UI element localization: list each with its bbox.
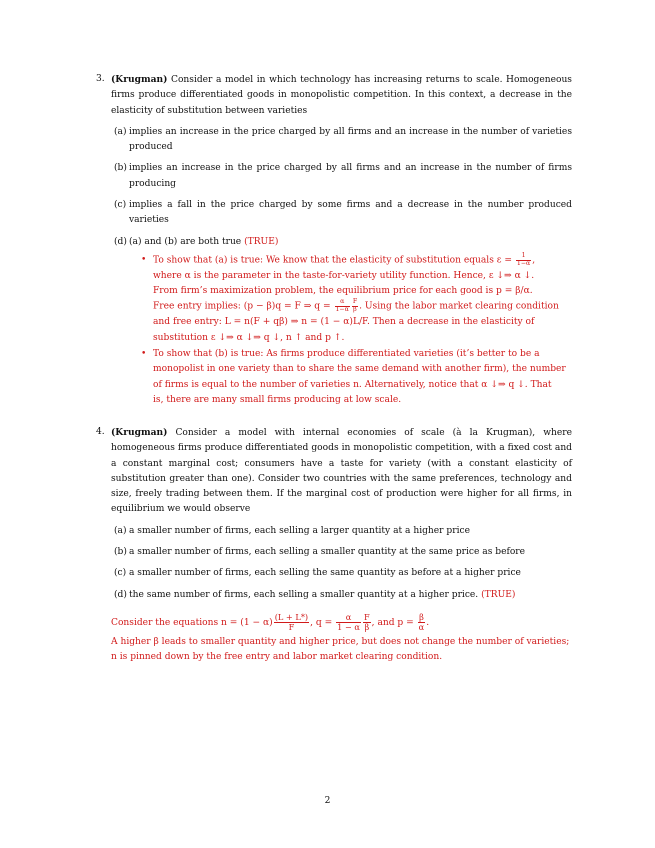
option-text: (a) and (b) are both true xyxy=(129,236,242,247)
solution-bullet-b xyxy=(129,347,572,408)
question-stem xyxy=(111,425,572,518)
true-mark: (TRUE) xyxy=(481,589,516,600)
solution-line: A higher β leads to smaller quantity and higher price, but does not change the number of varieties; xyxy=(111,636,570,647)
option-a xyxy=(96,125,572,156)
option-b xyxy=(96,161,572,192)
option-label: (b) xyxy=(114,163,127,174)
fraction-denominator: β xyxy=(353,306,357,314)
option-label: (d) xyxy=(114,589,127,600)
solution-line xyxy=(153,299,572,315)
true-mark: (TRUE) xyxy=(244,236,279,247)
fraction-numerator: F xyxy=(363,611,370,622)
option-text: implies an increase in the price charged by all firms and an increase in the number of varieties produced xyxy=(129,126,572,153)
fraction xyxy=(516,253,531,267)
page-number: 2 xyxy=(324,796,331,806)
option-label: (c) xyxy=(114,200,127,211)
option-list xyxy=(96,125,572,408)
solution-line xyxy=(153,253,572,269)
option-d xyxy=(96,235,572,408)
fraction-numerator: α xyxy=(336,613,361,623)
solution-text: . Using the labor market clearing condition xyxy=(359,302,559,313)
bullet-icon: • xyxy=(141,254,147,265)
solution-line: substitution ε ↓⇒ α ↓⇒ q ↓, n ↑ and p ↑. xyxy=(153,332,345,343)
option-d xyxy=(96,588,572,603)
option-label: (d) xyxy=(114,236,127,247)
option-label: (a) xyxy=(114,126,127,137)
option-label: (a) xyxy=(114,525,127,536)
option-label: (b) xyxy=(114,547,127,558)
option-label: (c) xyxy=(114,568,127,579)
solution-text: , q = xyxy=(310,617,333,628)
solution xyxy=(111,611,572,666)
fraction-numerator: β xyxy=(419,611,424,622)
solution-bullets xyxy=(129,253,572,408)
fraction xyxy=(274,613,309,632)
solution-text: , xyxy=(532,255,536,266)
fraction-denominator: 1−α xyxy=(335,306,349,314)
option-c xyxy=(96,566,572,581)
fraction xyxy=(352,299,358,313)
fraction xyxy=(363,613,371,632)
option-a xyxy=(96,524,572,539)
solution-line: and free entry: L = n(F + qβ) ⇒ n = (1 − α)L/F. Then a decrease in the elasticity of xyxy=(153,317,535,328)
solution-text: Consider the equations n = (1 − α) xyxy=(111,617,273,628)
option-text: a smaller number of firms, each selling the same quantity as before at a higher price xyxy=(129,568,521,579)
fraction-denominator: α xyxy=(418,621,425,632)
option-c xyxy=(96,198,572,229)
question-number: 4. xyxy=(96,427,105,437)
question-text: Consider a model in which technology has increasing returns to scale. Homogeneous firms produce differentiated goods in monopolistic competition. In this context, a decrease in the elasticity of substitution between varieties xyxy=(111,75,572,116)
option-text: implies an increase in the price charged by all firms and an increase in the number of firms producing xyxy=(129,163,572,189)
question-number: 3. xyxy=(96,74,105,84)
option-text-wrap xyxy=(129,588,572,603)
solution-text: . xyxy=(426,617,430,628)
solution-text: , and p = xyxy=(371,617,414,628)
solution-line: To show that (b) is true: As firms produce differentiated varieties (it’s better to be a xyxy=(153,348,540,359)
option-list xyxy=(96,524,572,603)
option-text: a smaller number of firms, each selling a smaller quantity at the same price as before xyxy=(129,547,526,558)
fraction-denominator: F xyxy=(288,621,295,632)
fraction-denominator: 1 − α xyxy=(337,621,360,632)
solution-line: is, there are many small firms producing at low scale. xyxy=(153,394,402,405)
option-text: a smaller number of firms, each selling a larger quantity at a higher price xyxy=(129,525,470,536)
question-stem xyxy=(111,72,572,119)
question-heading: (Krugman) xyxy=(111,74,168,85)
solution-equations xyxy=(111,611,572,635)
option-text: the same number of firms, each selling a smaller quantity at a higher price. xyxy=(129,589,479,600)
fraction xyxy=(418,613,426,632)
option-b xyxy=(96,545,572,560)
solution-line: of firms is equal to the number of varieties n. Alternatively, notice that α ↓⇒ q ↓. That xyxy=(153,379,552,390)
question-text: Consider a model with internal economies of scale (à la Krugman), where homogeneous firms produce differentiated goods in monopolistic competition, with a fixed cost and a constant marginal cost; consumers have a taste for variety (with a constant elasticity of substitution greater than one). Consider two countries with the same preferences, technology and size, freely trading between them. If the marginal cost of production were higher for all firms, in equilibrium we would observe xyxy=(111,428,572,515)
solution-line: monopolist in one variety than to share the same demand with another firm), the number xyxy=(153,364,566,375)
question-3 xyxy=(96,72,572,414)
fraction xyxy=(335,299,350,313)
fraction-denominator: 1−α xyxy=(516,259,531,267)
fraction-denominator: β xyxy=(364,621,370,632)
fraction-numerator: (L + L*) xyxy=(274,611,309,622)
solution-text: Free entry implies: (p − β)q = F ⇒ q = xyxy=(153,302,331,313)
option-text-wrap xyxy=(129,235,572,250)
solution-bullet-a xyxy=(129,253,572,346)
fraction-numerator: F xyxy=(352,298,358,306)
fraction-numerator: α xyxy=(335,299,350,307)
bullet-icon: • xyxy=(141,348,147,359)
question-heading: (Krugman) xyxy=(111,427,168,438)
solution-line: n is pinned down by the free entry and labor market clearing condition. xyxy=(111,652,443,663)
fraction-numerator: 1 xyxy=(516,253,531,261)
fraction xyxy=(336,613,361,632)
solution-line: From firm’s maximization problem, the equilibrium price for each good is p = β/α. xyxy=(153,286,533,297)
solution-text: To show that (a) is true: We know that the elasticity of substitution equals ε = xyxy=(153,255,512,266)
question-4 xyxy=(96,425,572,666)
solution-line: where α is the parameter in the taste-for-variety utility function. Hence, ε ↓⇒ α ↓. xyxy=(153,270,535,281)
option-text: implies a fall in the price charged by some firms and a decrease in the number produced varieties xyxy=(129,200,572,226)
